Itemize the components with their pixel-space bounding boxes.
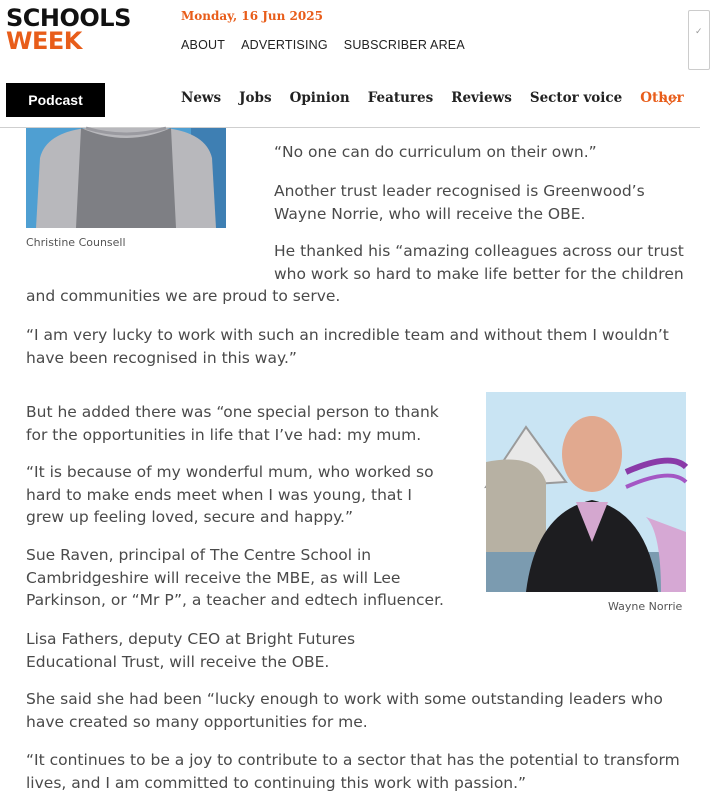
paragraph: But he added there was “one special person to thank for the opportunities in life that I’ve had: my mum.: [26, 403, 439, 444]
paragraph: Lisa Fathers, deputy CEO at Bright Futures Educational Trust, will receive the OBE.: [26, 630, 356, 671]
current-date: Monday, 16 Jun 2025: [181, 9, 323, 23]
paragraph: “No one can do curriculum on their own.”: [274, 143, 597, 161]
nav-other[interactable]: Other: [640, 90, 684, 106]
paragraph: Sue Raven, principal of The Centre School in Cambridgeshire will receive the MBE, as will Lee Parkinson, or “Mr P”, a teacher and edtech influencer.: [26, 546, 444, 609]
paragraph: Another trust leader recognised is Greenwood’s Wayne Norrie, who will receive the OBE.: [274, 182, 645, 223]
nav-jobs[interactable]: Jobs: [239, 90, 272, 106]
edge-widget-mark: ✓: [695, 27, 703, 37]
paragraph: who work so hard to make life better for the children: [274, 264, 684, 283]
top-links: [181, 38, 465, 52]
nav-sector-voice[interactable]: Sector voice: [529, 90, 623, 106]
wayne-norrie-photo: [486, 392, 686, 592]
top-link-subscriber-area[interactable]: SUBSCRIBER AREA: [343, 38, 465, 52]
paragraph: He thanked his “amazing colleagues across our trust: [274, 242, 684, 260]
nav-features[interactable]: Features: [367, 90, 434, 106]
logo-line-schools: SCHOOLS: [6, 4, 131, 32]
photo-caption: Wayne Norrie: [608, 600, 683, 613]
nav-opinion[interactable]: Opinion: [289, 90, 350, 106]
main-nav: [181, 90, 690, 106]
paragraph: “It continues to be a joy to contribute to a sector that has the potential to transform lives, and I am committed to continuing this work with passion.”: [26, 751, 680, 792]
logo-line-week: WEEK: [6, 26, 82, 55]
top-link-advertising[interactable]: ADVERTISING: [241, 38, 328, 52]
paragraph: She said she had been “lucky enough to work with some outstanding leaders who have created so many opportunities for me.: [26, 690, 663, 731]
photo-caption: Christine Counsell: [26, 236, 126, 249]
edge-widget[interactable]: [688, 10, 710, 70]
podcast-button[interactable]: Podcast: [6, 83, 105, 117]
site-logo[interactable]: [6, 4, 131, 55]
nav-news[interactable]: News: [181, 90, 222, 106]
paragraph: and communities we are proud to serve.: [26, 287, 341, 305]
paragraph: “It is because of my wonderful mum, who worked so hard to make ends meet when I was young, that I grew up feeling loved, secure and happy.”: [26, 463, 434, 526]
top-link-about[interactable]: ABOUT: [181, 38, 226, 52]
nav-reviews[interactable]: Reviews: [451, 90, 512, 106]
christine-counsell-photo: [26, 128, 226, 228]
paragraph: “I am very lucky to work with such an incredible team and without them I wouldn’t have been recognised in this way.”: [26, 326, 669, 367]
